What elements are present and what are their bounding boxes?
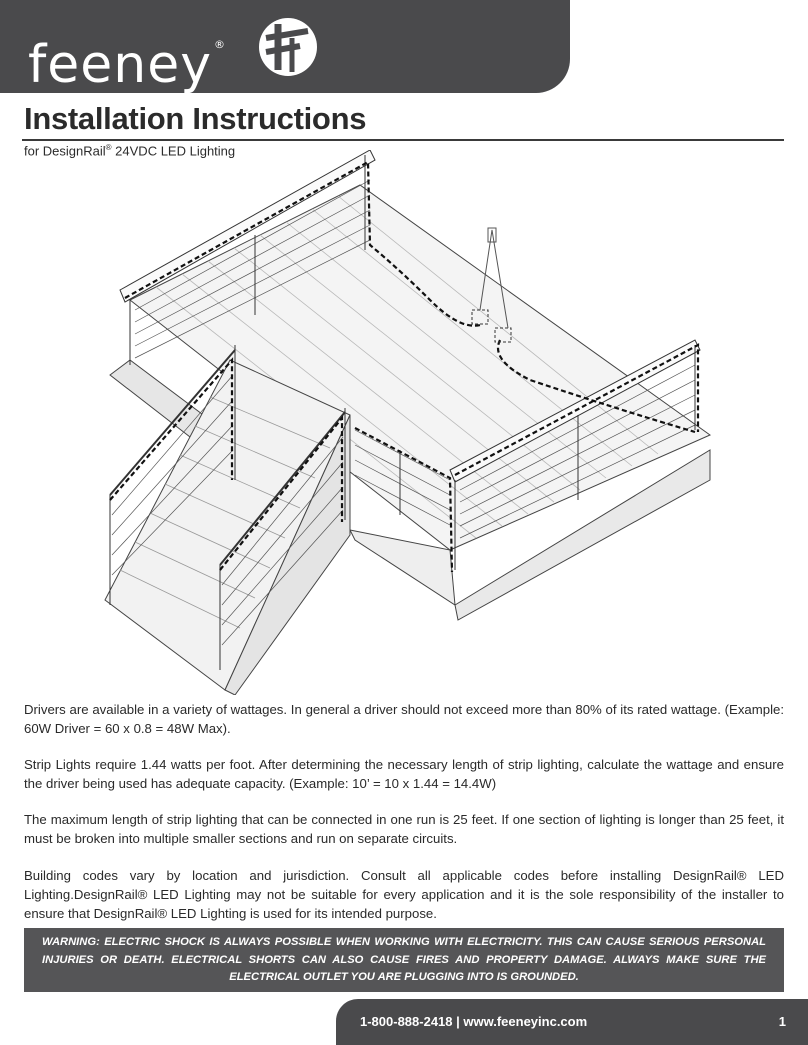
footer-band: [336, 999, 808, 1045]
paragraph-strip-wattage: Strip Lights require 1.44 watts per foot. After determining the necessary length of strip lighting, calculate the wattage and ensure the driver being used has adequate capacity. (Example: 10’ = 10 x 1.44 = 14.4W): [24, 757, 784, 791]
header-band: [0, 0, 570, 93]
paragraph-driver-wattage: Drivers are available in a variety of wattages. In general a driver should not exceed more than 80% of its rated wattage. (Example: 60W Driver = 60 x 0.8 = 48W Max).: [24, 702, 784, 736]
paragraph-building-codes: Building codes vary by location and jurisdiction. Consult all applicable codes before installing DesignRail® LED Lighting.DesignRail® LED Lighting may not be suitable for every application and it is the sole responsibility of the installer to ensure that DesignRail® LED Lighting is used for its intended purpose.: [24, 868, 784, 921]
brand-name: feeney: [28, 35, 213, 95]
subtitle-product: for DesignRail: [24, 143, 106, 159]
deck-railing-led-wiring-illustration: [100, 150, 720, 695]
footer-contact: 1-800-888-2418 | www.feeneyinc.com: [360, 1014, 588, 1029]
page-title: Installation Instructions: [24, 101, 367, 136]
page-number: 1: [778, 1014, 786, 1029]
title-divider: [22, 139, 784, 141]
paragraph-max-length: The maximum length of strip lighting that can be connected in one run is 25 feet. If one section of lighting is longer than 25 feet, it must be broken into multiple smaller sections and run on separate circuits.: [24, 812, 784, 846]
brand-logo-text: [28, 12, 226, 98]
feeney-f-logo-icon: [256, 16, 320, 78]
electrical-warning: WARNING: ELECTRIC SHOCK IS ALWAYS POSSIBLE WHEN WORKING WITH ELECTRICITY. THIS CAN CAUSE SERIOUS PERSONAL INJURIES OR DEATH. ELECTRICAL SHORTS CAN ALSO CAUSE FIRES AND PROPERTY DAMAGE. ALWAYS MAKE SURE THE ELECTRICAL OUTLET YOU ARE PLUGGING INTO IS GROUNDED.: [24, 928, 784, 992]
subtitle-description: 24VDC LED Lighting: [111, 143, 236, 159]
brand-registered-mark: ®: [214, 38, 227, 51]
subtitle-registered-mark: ®: [105, 143, 112, 152]
